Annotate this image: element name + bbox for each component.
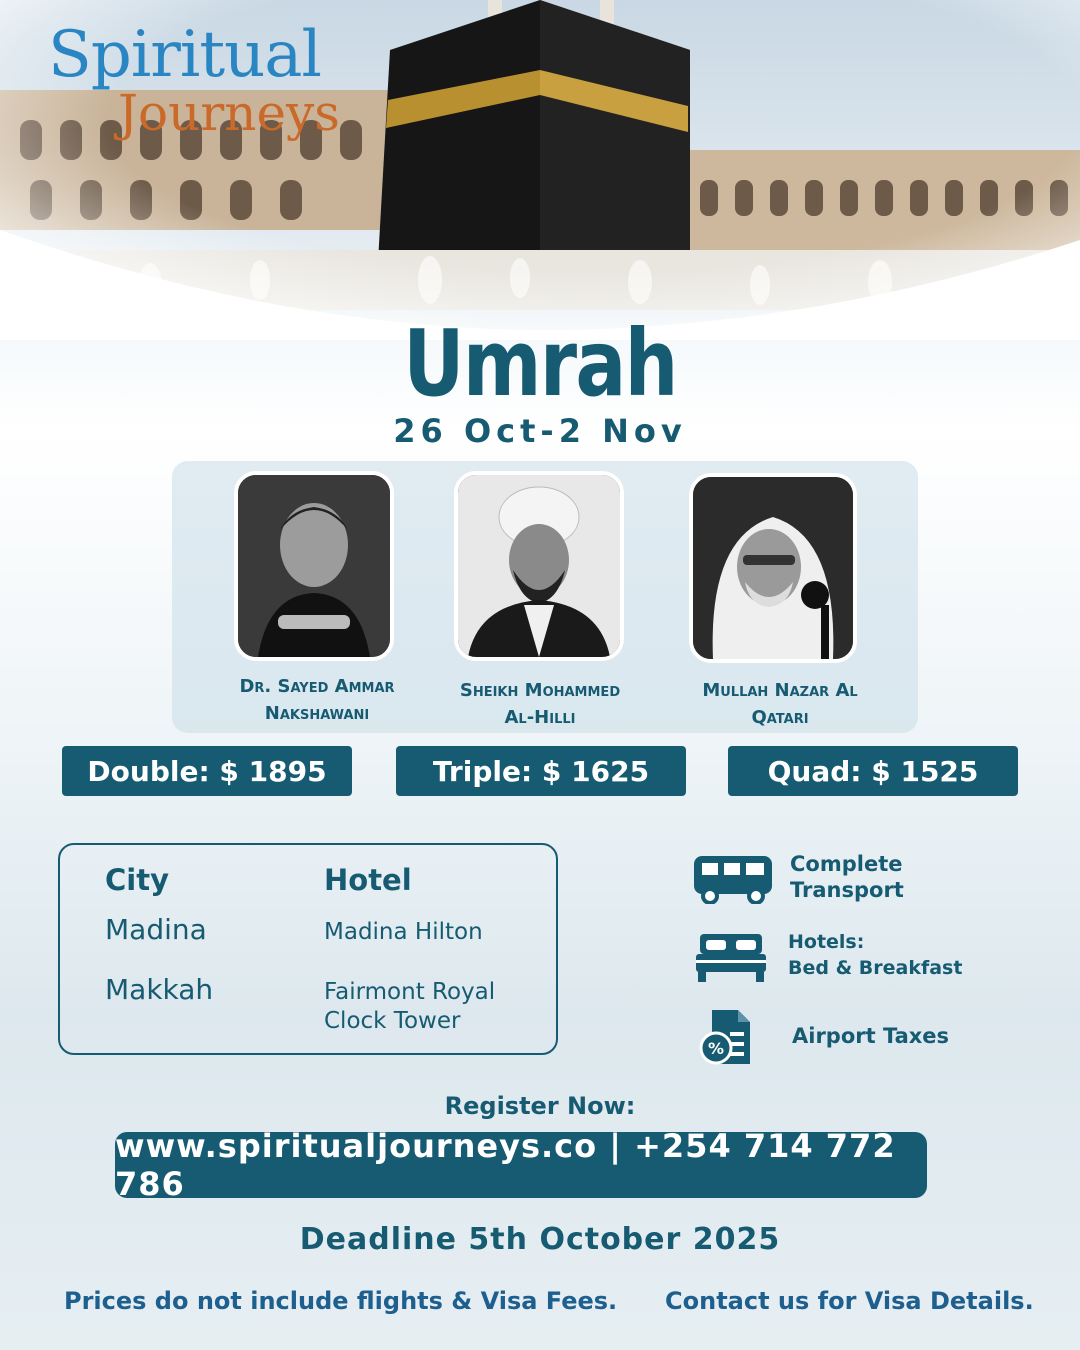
register-label: Register Now:	[444, 1092, 636, 1120]
feature-transport	[790, 851, 904, 903]
hotel-name	[324, 978, 495, 1036]
hotel-header: Hotel	[324, 863, 412, 897]
logo-word-journeys: Journeys	[118, 84, 340, 142]
speakers-panel	[172, 461, 918, 733]
tax-document-icon	[698, 1008, 758, 1066]
speaker-name-line: Dr. Sayed Ammar	[239, 676, 395, 697]
visa-contact-note: Contact us for Visa Details.	[665, 1287, 1034, 1315]
event-title: Umrah	[403, 310, 677, 417]
hotel-name-line: Clock Tower	[324, 1008, 461, 1034]
event-dates: 26 Oct-2 Nov	[393, 412, 687, 450]
hotel-name	[324, 918, 483, 947]
hotel-table	[58, 843, 558, 1055]
speaker-name-line: Nakshawani	[264, 703, 370, 724]
speaker-name	[202, 673, 432, 727]
feature-line: Complete	[790, 852, 903, 876]
logo-word-spiritual: Spiritual	[48, 18, 321, 92]
bed-icon	[696, 932, 766, 982]
bus-icon	[692, 854, 774, 904]
city-header: City	[105, 863, 169, 897]
speaker-name-line: Mullah Nazar Al	[702, 680, 858, 701]
feature-line: Transport	[790, 878, 904, 902]
city-name: Makkah	[105, 973, 214, 1006]
deadline-text: Deadline 5th October 2025	[299, 1222, 781, 1257]
city-name: Madina	[105, 913, 207, 946]
speaker-name-line: Al-Hilli	[504, 707, 576, 728]
speaker-name-line: Sheikh Mohammed	[459, 680, 621, 701]
speaker-photo	[454, 471, 624, 661]
hotel-name-line: Fairmont Royal	[324, 979, 496, 1005]
price-double: Double: $ 1895	[62, 746, 352, 796]
price-disclaimer: Prices do not include flights & Visa Fees.	[64, 1287, 618, 1315]
feature-hotels	[788, 929, 962, 981]
speaker-photo	[234, 471, 394, 661]
svg-text:%: %	[707, 1039, 725, 1058]
speaker-photo	[689, 473, 857, 663]
speaker-name	[434, 677, 646, 731]
feature-line: Bed & Breakfast	[788, 957, 963, 979]
hotel-name-line: Madina Hilton	[324, 919, 483, 945]
brand-logo	[48, 18, 340, 142]
register-contact-link[interactable]: www.spiritualjourneys.co | +254 714 772 786	[115, 1132, 927, 1198]
price-quad: Quad: $ 1525	[728, 746, 1018, 796]
feature-line: Hotels:	[788, 931, 865, 953]
feature-airport-taxes: Airport Taxes	[792, 1024, 950, 1048]
speaker-name	[680, 677, 880, 731]
speaker-name-line: Qatari	[751, 707, 809, 728]
price-triple: Triple: $ 1625	[396, 746, 686, 796]
